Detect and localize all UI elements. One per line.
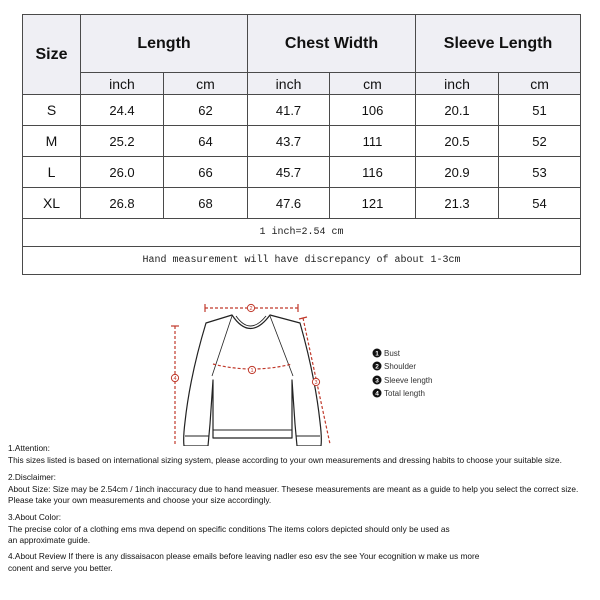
garment-measurement-diagram bbox=[0, 296, 600, 446]
review-text: conent and serve you better. bbox=[8, 562, 113, 573]
sweater-outline bbox=[184, 315, 322, 446]
marker-label: 1 bbox=[250, 368, 254, 375]
size-cell: M bbox=[23, 126, 81, 157]
legend-label: Shoulder bbox=[384, 362, 417, 371]
unit-label: cm bbox=[164, 73, 248, 95]
discrepancy-note: Hand measurement will have discrepancy of about 1-3cm bbox=[23, 247, 581, 275]
color-text: The precise color of a clothing ems mva depend on specific conditions The items colors depicted should only be used as bbox=[8, 523, 450, 534]
size-chart-table bbox=[22, 14, 581, 275]
sleeve-inch-cell: 21.3 bbox=[416, 188, 499, 219]
disclaimer-text: About Size: Size may be 2.54cm / 1inch inaccuracy due to hand measuer. Thesese measurements are meant as a guide to help you select the correct size. bbox=[8, 483, 579, 494]
marker-label: 2 bbox=[249, 306, 253, 313]
legend-label: Bust bbox=[384, 349, 401, 358]
sleeve-cm-cell: 51 bbox=[499, 95, 581, 126]
attention-section bbox=[8, 443, 598, 466]
sleeve-cm-cell: 53 bbox=[499, 157, 581, 188]
unit-label: cm bbox=[499, 73, 581, 95]
header-row bbox=[23, 15, 581, 73]
disclaimer-title: 2.Disclaimer: bbox=[8, 472, 56, 482]
table-row bbox=[23, 126, 581, 157]
chest-width-header: Chest Width bbox=[248, 15, 416, 73]
chest-cm-cell: 111 bbox=[330, 126, 416, 157]
unit-label: inch bbox=[416, 73, 499, 95]
length-cm-cell: 68 bbox=[164, 188, 248, 219]
length-inch-cell: 25.2 bbox=[81, 126, 164, 157]
attention-title: 1.Attention: bbox=[8, 443, 50, 453]
legend-label: Sleeve length bbox=[384, 376, 433, 385]
marker-label: 3 bbox=[314, 380, 318, 387]
color-text: an approximate guide. bbox=[8, 535, 91, 545]
conversion-note: 1 inch=2.54 cm bbox=[23, 219, 581, 247]
legend-number: 2 bbox=[375, 363, 379, 371]
unit-label: cm bbox=[330, 73, 416, 95]
sleeve-inch-cell: 20.9 bbox=[416, 157, 499, 188]
unit-label: inch bbox=[248, 73, 330, 95]
table-row bbox=[23, 188, 581, 219]
sleeve-length-header: Sleeve Length bbox=[416, 15, 581, 73]
legend-number: 1 bbox=[375, 350, 379, 358]
sleeve-inch-cell: 20.5 bbox=[416, 126, 499, 157]
sleeve-inch-cell: 20.1 bbox=[416, 95, 499, 126]
length-inch-cell: 26.0 bbox=[81, 157, 164, 188]
chest-cm-cell: 106 bbox=[330, 95, 416, 126]
size-cell: XL bbox=[23, 188, 81, 219]
chest-inch-cell: 45.7 bbox=[248, 157, 330, 188]
measurement-legend bbox=[373, 349, 433, 399]
length-inch-cell: 26.8 bbox=[81, 188, 164, 219]
size-cell: S bbox=[23, 95, 81, 126]
legend-label: Total length bbox=[384, 389, 425, 398]
attention-text: This sizes listed is based on international sizing system, please according to your own measurements and dressing habits to choose your suitable size. bbox=[8, 454, 562, 465]
review-section bbox=[8, 551, 598, 574]
disclaimer-section bbox=[8, 472, 598, 507]
size-cell: L bbox=[23, 157, 81, 188]
size-header: Size bbox=[23, 15, 81, 95]
table-row bbox=[23, 157, 581, 188]
length-cm-cell: 64 bbox=[164, 126, 248, 157]
conversion-row bbox=[23, 219, 581, 247]
legend-number: 3 bbox=[375, 377, 379, 385]
chest-inch-cell: 47.6 bbox=[248, 188, 330, 219]
length-inch-cell: 24.4 bbox=[81, 95, 164, 126]
chest-inch-cell: 43.7 bbox=[248, 126, 330, 157]
review-text: 4.About Review If there is any dissaisacon please emails before leaving nadler eso esv the see Your ecognition w make us more bbox=[8, 551, 480, 561]
length-cm-cell: 62 bbox=[164, 95, 248, 126]
chest-cm-cell: 116 bbox=[330, 157, 416, 188]
color-title: 3.About Color: bbox=[8, 512, 62, 522]
units-row bbox=[23, 73, 581, 95]
unit-label: inch bbox=[81, 73, 164, 95]
sleeve-cm-cell: 52 bbox=[499, 126, 581, 157]
chest-inch-cell: 41.7 bbox=[248, 95, 330, 126]
color-section bbox=[8, 512, 598, 547]
chest-cm-cell: 121 bbox=[330, 188, 416, 219]
discrepancy-row bbox=[23, 247, 581, 275]
disclaimer-text: Please take your own measurements and choose your size accordingly. bbox=[8, 495, 272, 505]
sleeve-cm-cell: 54 bbox=[499, 188, 581, 219]
marker-label: 4 bbox=[173, 376, 177, 383]
legend-number: 4 bbox=[375, 390, 379, 398]
length-cm-cell: 66 bbox=[164, 157, 248, 188]
table-row bbox=[23, 95, 581, 126]
length-header: Length bbox=[81, 15, 248, 73]
